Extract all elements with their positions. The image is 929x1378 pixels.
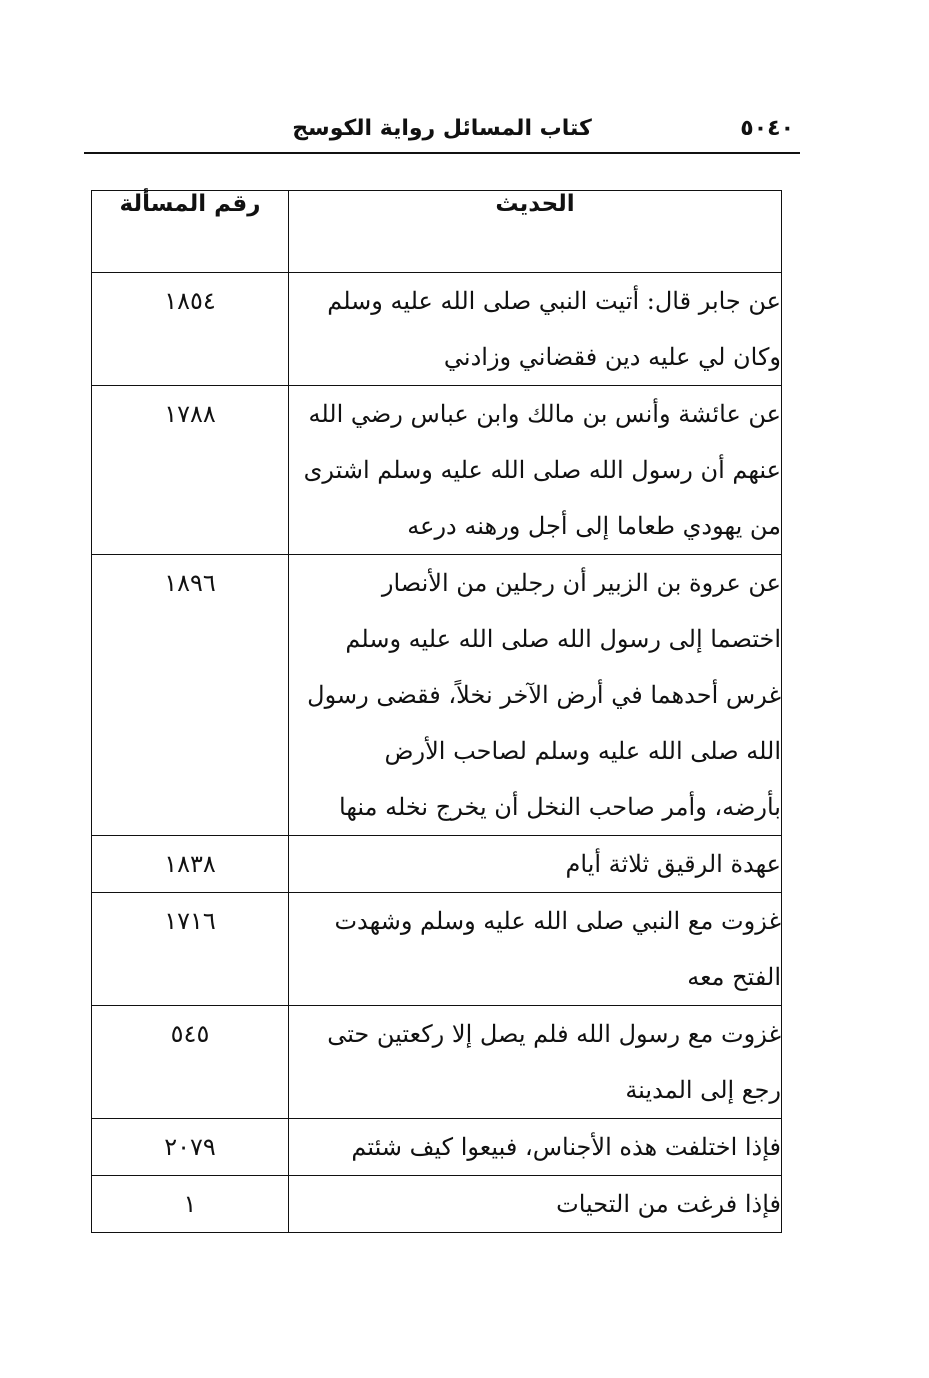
issue-number-cell: ٥٤٥	[92, 1006, 289, 1119]
table-row	[92, 386, 782, 555]
hadith-text-line: عن عروة بن الزبير أن رجلين من الأنصار	[381, 569, 781, 597]
table-row	[92, 1176, 782, 1233]
hadith-text-line: رجع إلى المدينة	[625, 1076, 781, 1104]
hadith-text-line: فإذا فرغت من التحيات	[556, 1190, 781, 1218]
table-row	[92, 893, 782, 1006]
hadith-text-line: غزوت مع رسول الله فلم يصل إلا ركعتين حتى	[327, 1020, 781, 1048]
hadith-text-line: من يهودي طعاما إلى أجل ورهنه درعه	[407, 512, 781, 540]
hadith-text-cell	[289, 555, 782, 836]
table-row	[92, 1119, 782, 1176]
table-header-row	[92, 191, 782, 273]
hadith-text-cell	[289, 273, 782, 386]
issue-number-cell: ١٧١٦	[92, 893, 289, 1006]
issue-number-column-header: رقم المسألة	[92, 191, 289, 273]
hadith-text-line: عن عائشة وأنس بن مالك وابن عباس رضي الله	[308, 400, 781, 428]
issue-number-cell: ١	[92, 1176, 289, 1233]
hadith-text-line: عنهم أن رسول الله صلى الله عليه وسلم اشترى	[303, 456, 781, 484]
issue-number-cell: ١٨٩٦	[92, 555, 289, 836]
table-row	[92, 555, 782, 836]
hadith-text-line: عن جابر قال: أتيت النبي صلى الله عليه وسلم	[327, 287, 781, 315]
hadith-text-cell	[289, 893, 782, 1006]
hadith-text-line: وكان لي عليه دين فقضاني وزادني	[443, 343, 781, 371]
page-header	[84, 112, 800, 154]
hadith-text-line: فإذا اختلفت هذه الأجناس، فبيعوا كيف شئتم	[351, 1133, 781, 1161]
hadith-text-cell	[289, 836, 782, 893]
hadith-text-line: الله صلى الله عليه وسلم لصاحب الأرض	[384, 737, 781, 765]
book-title: كتاب المسائل رواية الكوسج	[292, 116, 592, 141]
page-number: ٥٠٤٠	[740, 116, 794, 141]
issue-number-cell: ٢٠٧٩	[92, 1119, 289, 1176]
hadith-text-cell	[289, 1119, 782, 1176]
table-row	[92, 273, 782, 386]
hadith-text-line: اختصما إلى رسول الله صلى الله عليه وسلم	[345, 625, 781, 653]
hadith-text-line: بأرضه، وأمر صاحب النخل أن يخرج نخله منها	[339, 793, 781, 821]
hadith-table	[91, 190, 782, 1233]
hadith-text-cell	[289, 386, 782, 555]
issue-number-cell: ١٨٣٨	[92, 836, 289, 893]
hadith-text-line: غزوت مع النبي صلى الله عليه وسلم وشهدت	[334, 907, 781, 935]
hadith-text-cell	[289, 1176, 782, 1233]
table-row	[92, 836, 782, 893]
table-body	[92, 273, 782, 1233]
table-row	[92, 1006, 782, 1119]
hadith-text-line: عهدة الرقيق ثلاثة أيام	[565, 850, 781, 878]
hadith-text-line: غرس أحدهما في أرض الآخر نخلاً، فقضى رسول	[307, 681, 781, 709]
issue-number-cell: ١٨٥٤	[92, 273, 289, 386]
hadith-column-header: الحديث	[289, 191, 782, 273]
hadith-text-cell	[289, 1006, 782, 1119]
issue-number-cell: ١٧٨٨	[92, 386, 289, 555]
hadith-text-line: الفتح معه	[687, 963, 781, 991]
